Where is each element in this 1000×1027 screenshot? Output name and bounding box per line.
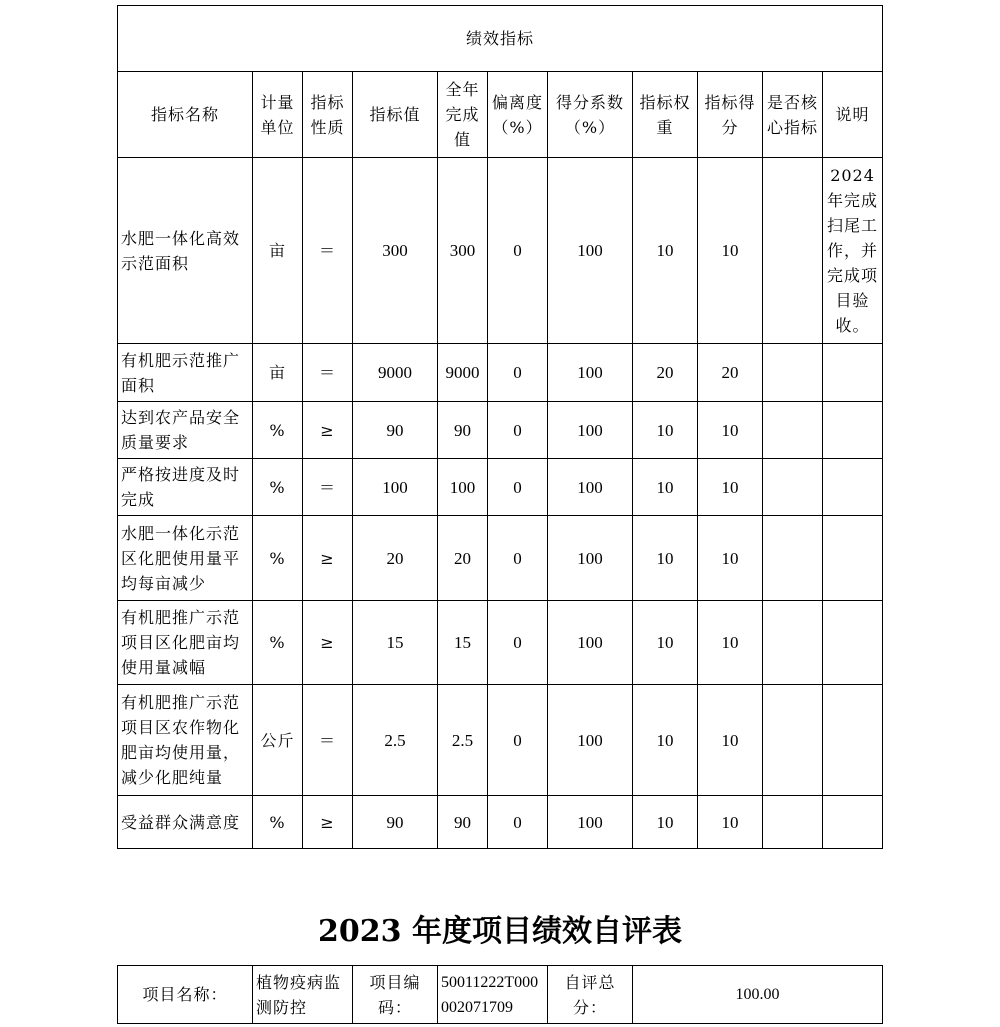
score-cell: 10: [698, 459, 763, 516]
table-row: [118, 402, 883, 459]
deviation-cell: 0: [488, 601, 548, 685]
total-score-label: 自评总分：: [548, 966, 633, 1024]
header-cell: 是否核心指标: [763, 72, 823, 158]
deviation-cell: 0: [488, 685, 548, 796]
actual-cell: 2.5: [438, 685, 488, 796]
target-cell: 2.5: [353, 685, 438, 796]
unit-cell: %: [253, 601, 303, 685]
coefficient-cell: 100: [548, 601, 633, 685]
actual-cell: 300: [438, 158, 488, 344]
indicator-name: 有机肥推广示范项目区化肥亩均使用量减幅: [118, 601, 253, 685]
nature-cell: ＝: [303, 344, 353, 402]
nature-cell: ＝: [303, 158, 353, 344]
unit-cell: 亩: [253, 158, 303, 344]
weight-cell: 20: [633, 344, 698, 402]
target-cell: 300: [353, 158, 438, 344]
nature-cell: ≥: [303, 601, 353, 685]
nature-cell: ＝: [303, 685, 353, 796]
deviation-cell: 0: [488, 344, 548, 402]
header-cell: 说明: [823, 72, 883, 158]
coefficient-cell: 100: [548, 796, 633, 849]
deviation-cell: 0: [488, 459, 548, 516]
header-cell: 计量单位: [253, 72, 303, 158]
weight-cell: 10: [633, 796, 698, 849]
note-cell: [823, 601, 883, 685]
table-row: [118, 516, 883, 601]
weight-cell: 10: [633, 459, 698, 516]
coefficient-cell: 100: [548, 158, 633, 344]
nature-cell: ≥: [303, 402, 353, 459]
table-row: [118, 601, 883, 685]
actual-cell: 90: [438, 402, 488, 459]
weight-cell: 10: [633, 685, 698, 796]
note-cell: [823, 685, 883, 796]
indicator-name: 严格按进度及时完成: [118, 459, 253, 516]
header-cell: 指标得分: [698, 72, 763, 158]
actual-cell: 90: [438, 796, 488, 849]
nature-cell: ≥: [303, 796, 353, 849]
header-cell: 得分系数（%）: [548, 72, 633, 158]
table-row: [118, 685, 883, 796]
nature-cell: ≥: [303, 516, 353, 601]
target-cell: 90: [353, 796, 438, 849]
indicator-name: 水肥一体化高效示范面积: [118, 158, 253, 344]
coefficient-cell: 100: [548, 685, 633, 796]
deviation-cell: 0: [488, 158, 548, 344]
unit-cell: %: [253, 516, 303, 601]
coefficient-cell: 100: [548, 344, 633, 402]
unit-cell: 公斤: [253, 685, 303, 796]
score-cell: 10: [698, 601, 763, 685]
note-cell: [823, 402, 883, 459]
weight-cell: 10: [633, 516, 698, 601]
section-title: 绩效指标: [118, 6, 883, 72]
indicator-name: 受益群众满意度: [118, 796, 253, 849]
table-row: [118, 459, 883, 516]
deviation-cell: 0: [488, 402, 548, 459]
nature-cell: ＝: [303, 459, 353, 516]
self-evaluation-table: [117, 965, 883, 1024]
note-cell: [823, 796, 883, 849]
header-cell: 指标性质: [303, 72, 353, 158]
header-row: [118, 72, 883, 158]
deviation-cell: 0: [488, 516, 548, 601]
section-title-row: [118, 6, 883, 72]
target-cell: 15: [353, 601, 438, 685]
actual-cell: 20: [438, 516, 488, 601]
table-row: [118, 344, 883, 402]
note-cell: [823, 459, 883, 516]
coefficient-cell: 100: [548, 516, 633, 601]
unit-cell: %: [253, 796, 303, 849]
weight-cell: 10: [633, 158, 698, 344]
note-cell: 2024年完成扫尾工作，并完成项目验收。: [823, 158, 883, 344]
core-cell: [763, 344, 823, 402]
core-cell: [763, 402, 823, 459]
coefficient-cell: 100: [548, 459, 633, 516]
project-name-label: 项目名称：: [118, 966, 253, 1024]
performance-indicator-table: [117, 5, 883, 849]
unit-cell: %: [253, 402, 303, 459]
table-row: [118, 158, 883, 344]
core-cell: [763, 459, 823, 516]
target-cell: 100: [353, 459, 438, 516]
core-cell: [763, 601, 823, 685]
unit-cell: %: [253, 459, 303, 516]
note-cell: [823, 516, 883, 601]
core-cell: [763, 158, 823, 344]
indicator-name: 有机肥示范推广面积: [118, 344, 253, 402]
core-cell: [763, 685, 823, 796]
indicator-name: 达到农产品安全质量要求: [118, 402, 253, 459]
actual-cell: 9000: [438, 344, 488, 402]
coefficient-cell: 100: [548, 402, 633, 459]
actual-cell: 15: [438, 601, 488, 685]
indicator-name: 有机肥推广示范项目区农作物化肥亩均使用量，减少化肥纯量: [118, 685, 253, 796]
score-cell: 10: [698, 685, 763, 796]
score-cell: 10: [698, 158, 763, 344]
table-row: [118, 796, 883, 849]
self-evaluation-row: [118, 966, 883, 1024]
score-cell: 10: [698, 402, 763, 459]
deviation-cell: 0: [488, 796, 548, 849]
unit-cell: 亩: [253, 344, 303, 402]
page-title: 2023 年度项目绩效自评表: [318, 914, 682, 949]
header-cell: 指标权重: [633, 72, 698, 158]
core-cell: [763, 516, 823, 601]
score-cell: 10: [698, 516, 763, 601]
actual-cell: 100: [438, 459, 488, 516]
header-cell: 指标名称: [118, 72, 253, 158]
total-score-value: 100.00: [633, 966, 883, 1024]
header-cell: 偏离度（%）: [488, 72, 548, 158]
weight-cell: 10: [633, 601, 698, 685]
score-cell: 20: [698, 344, 763, 402]
project-code-label: 项目编码：: [353, 966, 438, 1024]
project-code-value: 50011222T000002071709: [438, 966, 548, 1024]
score-cell: 10: [698, 796, 763, 849]
project-name-value: 植物疫病监测防控: [253, 966, 353, 1024]
note-cell: [823, 344, 883, 402]
target-cell: 9000: [353, 344, 438, 402]
indicator-name: 水肥一体化示范区化肥使用量平均每亩减少: [118, 516, 253, 601]
header-cell: 指标值: [353, 72, 438, 158]
target-cell: 90: [353, 402, 438, 459]
target-cell: 20: [353, 516, 438, 601]
core-cell: [763, 796, 823, 849]
weight-cell: 10: [633, 402, 698, 459]
header-cell: 全年完成值: [438, 72, 488, 158]
